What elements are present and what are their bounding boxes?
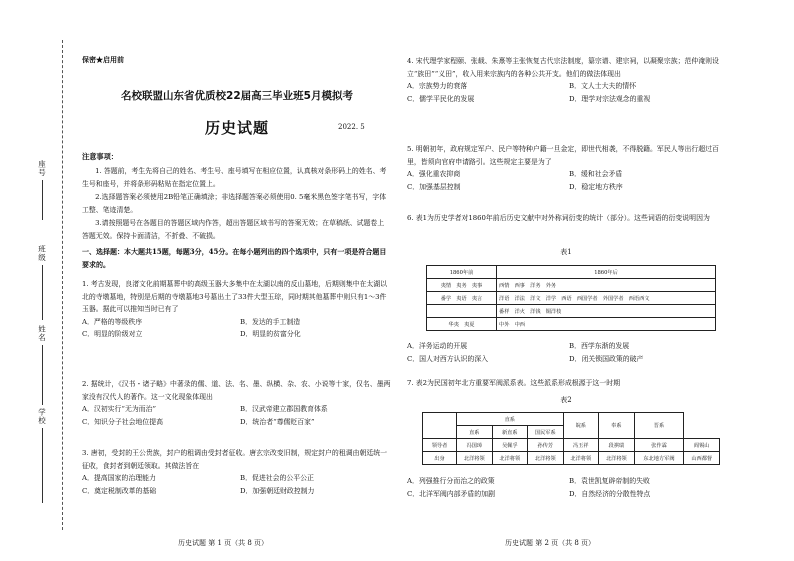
table-cell: 张作霖 bbox=[634, 439, 684, 452]
question-4 bbox=[407, 55, 725, 105]
table-cell: 出身 bbox=[423, 452, 457, 465]
question-stem: 6. 表1为历史学者对1860年前后历史文献中对外称词衍变的统计（部分）。这些词语的衍变说明因为 bbox=[407, 214, 710, 222]
table-cell: 冯国璋 bbox=[457, 439, 493, 452]
table-row bbox=[427, 266, 716, 279]
table-cell: 华夷 夷夏 bbox=[427, 318, 497, 331]
exam-title: 名校联盟山东省优质校22届高三毕业班5月模拟考 bbox=[121, 90, 353, 102]
table-cell bbox=[427, 305, 497, 318]
question-6-options bbox=[407, 340, 725, 365]
table-cell: 1860年前 bbox=[427, 266, 497, 279]
binding-field-school bbox=[30, 408, 54, 503]
option-c: C．北洋军阀内部矛盾的加剧 bbox=[407, 489, 495, 498]
option-b: B．发达的手工制造 bbox=[240, 317, 301, 326]
table-2 bbox=[422, 412, 720, 465]
question-stem: 2. 据统计，《汉书・诸子略》中著录的儒、道、法、名、墨、纵横、杂、农、小说等十家，仅名、墨两家没有汉代人的著作。这一文化现象体现出 bbox=[82, 380, 391, 401]
option-c: C．儒学平民化的发展 bbox=[407, 94, 475, 103]
option-a: A．汉初实行“无为而治” bbox=[82, 405, 157, 413]
option-b: B．缓和社会矛盾 bbox=[569, 170, 623, 178]
option-d: D．稳定地方秩序 bbox=[569, 182, 623, 191]
option-a: A．严格的等级秩序 bbox=[82, 317, 143, 326]
subject-title: 历史试题 bbox=[204, 119, 269, 137]
question-1 bbox=[82, 278, 392, 341]
section-heading: 一、选择题：本大题共15题，每题3分，45分。在每小题列出的四个选项中，只有一项是符合题目要求的。 bbox=[82, 247, 387, 269]
option-c: C．国人对西方认识的深入 bbox=[407, 354, 489, 363]
option-d: D．闭关锁国政策的破产 bbox=[569, 354, 644, 363]
page-footer-left: 历史试题 第 1 页（共 8 页） bbox=[178, 539, 269, 547]
table-cell: 皖系 bbox=[563, 413, 599, 439]
question-6 bbox=[407, 212, 725, 225]
note-item: 1. 答题前，考生先将自己的姓名、考生号、座号填写在相应位置，认真核对条形码上的姓名、考生号和座号，并将条形码粘贴在指定位置上。 bbox=[82, 167, 387, 188]
binding-underline bbox=[42, 265, 43, 320]
table-cell bbox=[423, 413, 457, 439]
option-d: D．明显的贫富分化 bbox=[240, 330, 301, 338]
option-a: A．强化重农抑商 bbox=[407, 170, 461, 178]
table-cell: 洋语 洋法 洋文 洋学 西语 西国学者 外国学者 西语西文 bbox=[497, 292, 716, 305]
binding-label-seat: 座号 bbox=[37, 160, 47, 177]
table-cell: 北洋将领 bbox=[563, 452, 599, 465]
option-c: C．加强基层控制 bbox=[407, 182, 461, 191]
table-row bbox=[423, 439, 720, 452]
table-1-caption: 表1 bbox=[560, 248, 572, 256]
option-b: B．汉武帝建立郡国教育体系 bbox=[240, 405, 328, 413]
table-row bbox=[427, 305, 716, 318]
binding-dashed-line bbox=[62, 40, 63, 530]
note-item: 3.请按照题号在各题目的答题区域内作答，超出答题区域书写的答案无效；在草稿纸、试题卷上答题无效。保持卡面清洁，不折叠、不破损。 bbox=[82, 219, 385, 240]
question-3 bbox=[82, 447, 392, 497]
option-a: A．列强推行分而治之的政策 bbox=[407, 477, 495, 485]
table-cell: 吴佩孚 bbox=[492, 439, 528, 452]
option-b: B．袁世凯复辟帝制的失败 bbox=[569, 477, 650, 485]
table-cell: 夷情 夷务 夷事 bbox=[427, 279, 497, 292]
option-a: A．提高国家的治理能力 bbox=[82, 474, 156, 482]
question-stem: 1. 考古发现，良渚文化前期墓葬中的高级玉器大多集中在太湖以南的反山墓地，后期则集中在太湖以北的寺墩墓地，特别是后期的寺墩墓地3号墓出土了33件大型玉琮，同时期其他墓葬中则只有1～3件玉器。据此可以推知当时已有了 bbox=[82, 280, 388, 313]
table-cell: 领导者 bbox=[423, 439, 457, 452]
table-row bbox=[427, 279, 716, 292]
option-d: D．加强朝廷财政控制力 bbox=[240, 486, 315, 495]
page-footer-right: 历史试题 第 2 页（共 8 页） bbox=[505, 539, 596, 547]
table-cell: 孙传芳 bbox=[528, 439, 564, 452]
option-d: D．理学对宗法观念的重视 bbox=[569, 94, 651, 103]
table-cell: 直系 bbox=[457, 426, 493, 439]
table-cell: 晋系 bbox=[634, 413, 684, 439]
question-stem: 4. 宋代理学家程颐、张载、朱熹等主张恢复古代宗法制度，纂宗谱、建宗祠，以凝聚宗族；范仲淹则设立“族田”“义田”，收入用来宗族内的各种公共开支。他们的做法体现出 bbox=[407, 57, 719, 78]
table-cell: 冯玉祥 bbox=[563, 439, 599, 452]
question-5 bbox=[407, 143, 725, 193]
binding-field-class bbox=[30, 245, 54, 320]
binding-label-name: 姓名 bbox=[37, 325, 47, 342]
option-b: B．促进社会的公平公正 bbox=[240, 474, 314, 482]
table-cell: 北洋将领 bbox=[492, 452, 528, 465]
table-cell: 山西都督 bbox=[684, 452, 720, 465]
table-cell: 东北地方军阀 bbox=[634, 452, 684, 465]
exam-date: 2022. 5 bbox=[338, 123, 365, 131]
binding-underline bbox=[42, 345, 43, 405]
binding-field-name bbox=[30, 325, 54, 405]
question-stem: 7. 表2为民国初年北方重要军阀派系表。这些派系形成根源于这一时期 bbox=[407, 379, 620, 387]
secret-mark: 保密★启用前 bbox=[82, 55, 124, 64]
binding-underline bbox=[42, 428, 43, 503]
binding-field-seat bbox=[30, 160, 54, 220]
binding-label-class: 班级 bbox=[37, 245, 47, 262]
question-2 bbox=[82, 378, 392, 428]
question-stem: 3. 唐初，受封的王公贵族，封户的租调由受封者征收。唐玄宗改变旧制，规定封户的租调由朝廷统一征收，食封者到朝廷领取。其做法旨在 bbox=[82, 449, 388, 470]
table-cell: 番样 洋火 洋钱 铜洋枝 bbox=[497, 305, 716, 318]
question-7 bbox=[407, 377, 725, 390]
option-b: B．西学东渐的发展 bbox=[569, 342, 630, 350]
question-7-options bbox=[407, 475, 725, 500]
option-b: B．文人士大夫的情怀 bbox=[569, 82, 637, 90]
notes-title: 注意事项： bbox=[82, 152, 118, 161]
table-cell: 1860年后 bbox=[497, 266, 716, 279]
option-c: C．奠定税制改革的基础 bbox=[82, 486, 157, 495]
table-cell: 奉系 bbox=[599, 413, 635, 439]
note-item: 2.选择题答案必须使用2B铅笔正确填涂；非选择题答案必须使用0. 5毫米黑色签字笔书写，字体工整、笔迹清楚。 bbox=[82, 193, 387, 214]
table-cell: 西情 西事 洋务 外务 bbox=[497, 279, 716, 292]
binding-underline bbox=[42, 180, 43, 220]
option-a: A．宗族势力的衰落 bbox=[407, 82, 468, 90]
table-1 bbox=[426, 265, 716, 331]
table-cell: 段祺瑞 bbox=[599, 439, 635, 452]
binding-label-school: 学校 bbox=[37, 408, 47, 425]
table-row bbox=[423, 452, 720, 465]
table-cell: 国民军系 bbox=[528, 426, 564, 439]
table-cell: 阎锡山 bbox=[684, 439, 720, 452]
table-row bbox=[427, 292, 716, 305]
table-cell: 直系 bbox=[457, 413, 564, 426]
table-cell: 中外 中西 bbox=[497, 318, 716, 331]
table-2-caption: 表2 bbox=[560, 396, 572, 404]
table-cell: 新直系 bbox=[492, 426, 528, 439]
table-cell: 番学 夷语 夷言 bbox=[427, 292, 497, 305]
option-d: D．自然经济的分散性特点 bbox=[569, 489, 651, 498]
option-d: D．统治者“尊儒贬百家” bbox=[240, 417, 315, 426]
option-c: C．知识分子社会地位提高 bbox=[82, 417, 164, 426]
table-row bbox=[427, 318, 716, 331]
table-row bbox=[423, 413, 720, 426]
table-cell: 北洋将领 bbox=[528, 452, 564, 465]
table-cell: 北洋将领 bbox=[457, 452, 493, 465]
question-stem: 5. 明朝初年，政府规定军户、民户等特种户籍一旦金定，即世代相袭，不得脱籍。军民人等出行超过百里，皆须向官府申请路引。这些规定主要是为了 bbox=[407, 145, 719, 166]
table-cell: 北洋将领 bbox=[599, 452, 635, 465]
option-c: C．明显的阶级对立 bbox=[82, 330, 143, 338]
option-a: A．洋务运动的开展 bbox=[407, 342, 468, 350]
